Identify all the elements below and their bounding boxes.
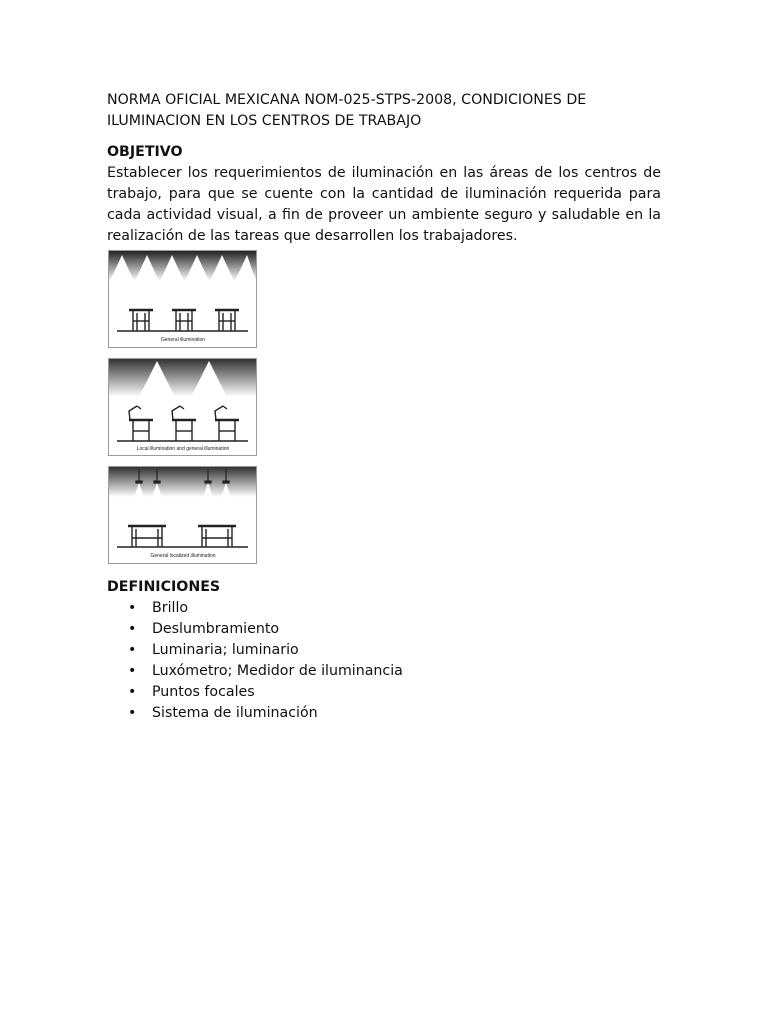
objective-paragraph: Establecer los requerimientos de iluminación en las áreas de los centros de trabajo, para que se cuente con la cantidad de iluminación requerida para cada actividad visual, a fin de proveer un ambiente seguro y saludable en la realización de las tareas que desarrollen los trabajadores.: [107, 165, 661, 244]
figure-caption-2: Local illumination and general illumination: [136, 446, 230, 452]
document-title: NORMA OFICIAL MEXICANA NOM-025-STPS-2008, CONDICIONES DE ILUMINACION EN LOS CENTROS DE TRABAJO: [107, 92, 587, 129]
definition-term: Sistema de iluminación: [152, 705, 318, 721]
list-item: [107, 682, 661, 703]
definition-term: Luxómetro; Medidor de iluminancia: [152, 663, 403, 679]
definition-term: Puntos focales: [152, 684, 255, 700]
figure-caption-1: General illumination: [160, 337, 206, 343]
objective-heading: OBJETIVO: [107, 144, 183, 160]
definition-term: Luminaria; luminario: [152, 642, 299, 658]
bullet-icon: •: [128, 663, 137, 679]
local-and-general-illumination-diagram: [108, 358, 257, 456]
document-page: [107, 90, 661, 724]
bullet-icon: •: [128, 642, 137, 658]
definitions-list: [107, 598, 661, 724]
bullet-icon: •: [128, 705, 137, 721]
definition-term: Brillo: [152, 600, 189, 616]
bullet-icon: •: [128, 684, 137, 700]
bullet-icon: •: [128, 621, 137, 637]
list-item: [107, 640, 661, 661]
general-localized-illumination-diagram: [108, 466, 257, 564]
definitions-heading: DEFINICIONES: [107, 579, 221, 595]
definition-term: Deslumbramiento: [152, 621, 280, 637]
list-item: [107, 661, 661, 682]
list-item: [107, 703, 661, 724]
general-illumination-diagram: [108, 250, 257, 348]
figure-caption-3: General localized illumination: [150, 553, 216, 559]
list-item: [107, 619, 661, 640]
bullet-icon: •: [128, 600, 137, 616]
list-item: [107, 598, 661, 619]
